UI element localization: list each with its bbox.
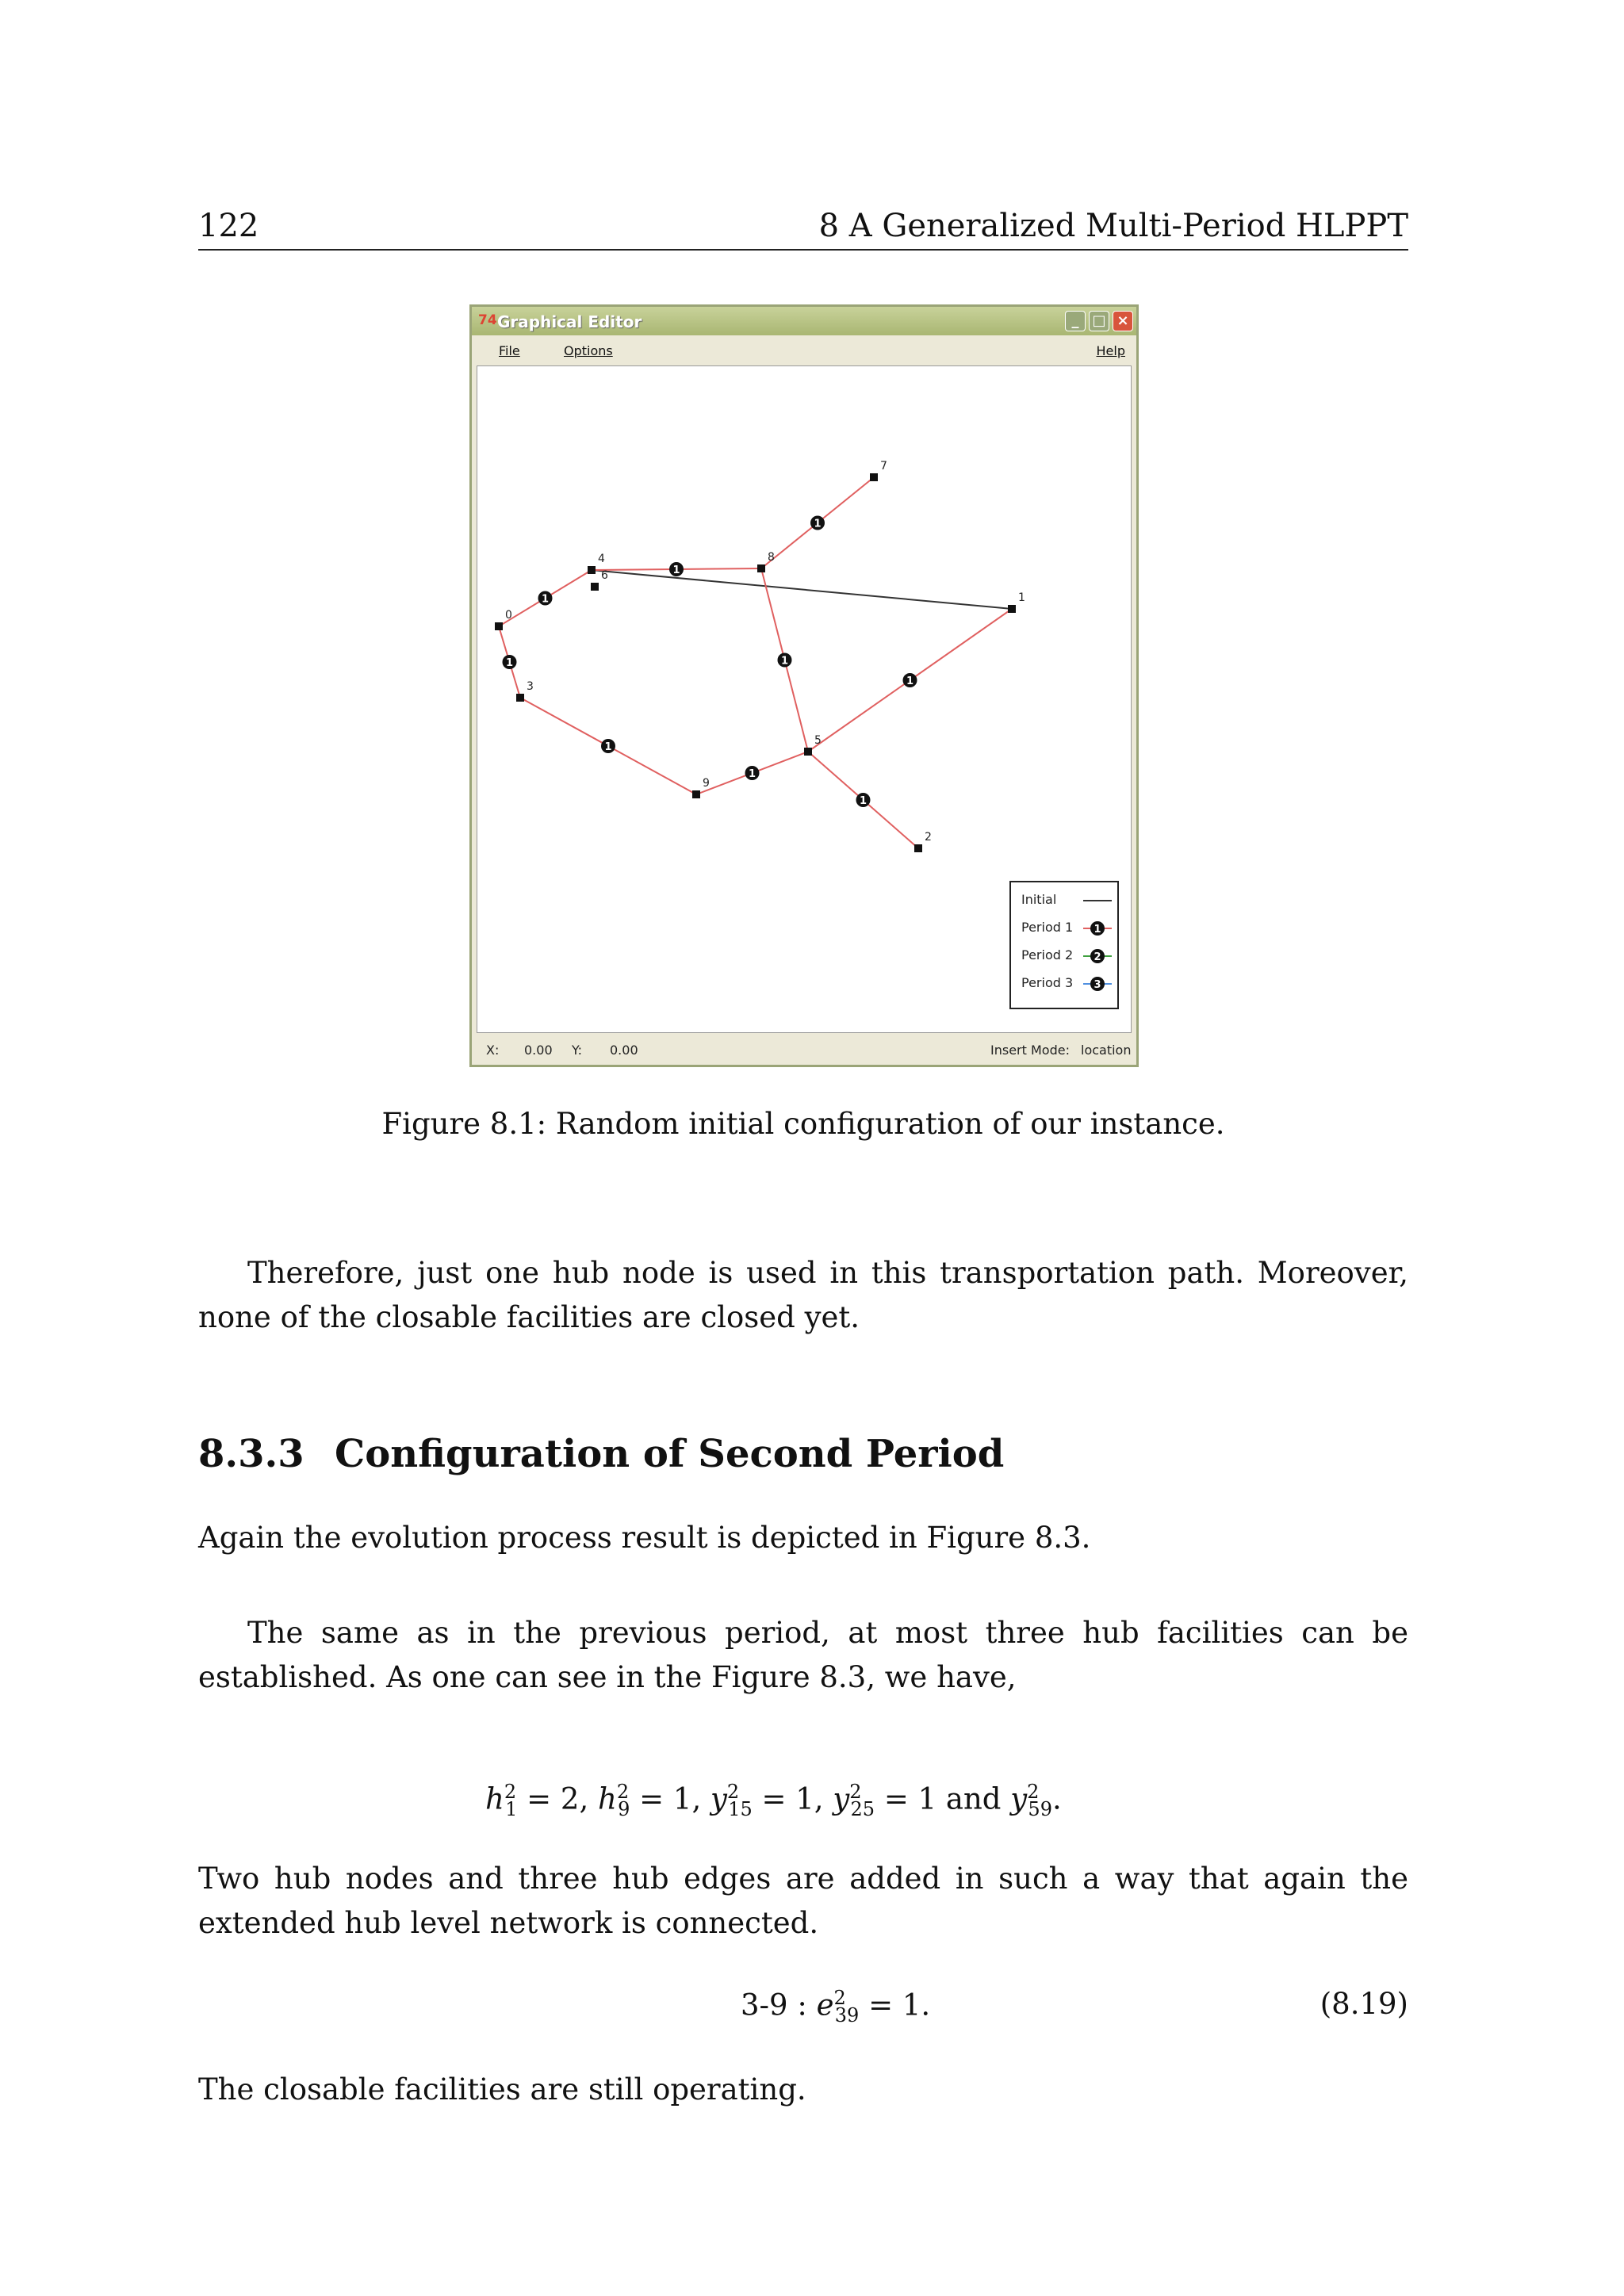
status-mode-label: Insert Mode: — [990, 1043, 1070, 1058]
maximize-icon: □ — [1092, 312, 1106, 329]
equation-hub-values: $h^2_1 = 2$, $h^2_9 = 1$, $y^2_{15} = 1$, $y^2_{25} = 1$ and $y^2_{59}$. — [485, 1781, 1062, 1820]
edge-marker-label: 1 — [505, 657, 514, 669]
node-label-1: 1 — [1018, 591, 1025, 604]
page-number: 122 — [198, 208, 259, 244]
section-title: Configuration of Second Period — [335, 1432, 1005, 1476]
edge-marker-label: 1 — [748, 768, 756, 780]
equation-8-19: 3-9 : $e^2_{39} = 1$. — [741, 1987, 931, 2026]
close-button[interactable] — [1113, 311, 1133, 331]
menu-help[interactable]: Help — [1096, 343, 1125, 358]
node-label-2: 2 — [925, 831, 932, 844]
edge-initial-4-1 — [592, 570, 1012, 609]
node-label-7: 7 — [880, 460, 887, 473]
legend-marker-label-2: 2 — [1094, 951, 1101, 963]
legend-label-3: Period 3 — [1021, 975, 1074, 990]
status-bar — [472, 1033, 1136, 1065]
legend-marker-label-3: 3 — [1094, 979, 1101, 991]
status-x-value: 0.00 — [524, 1043, 553, 1058]
paragraph-5: The closable facilities are still operating. — [198, 2072, 806, 2107]
paragraph-4: Two hub nodes and three hub edges are added in such a way that again the extended hub level network is connected. — [198, 1862, 1408, 1940]
edge-marker-label: 1 — [541, 593, 550, 606]
menu-bar — [472, 335, 1136, 365]
node-5[interactable] — [804, 748, 812, 756]
menu-file[interactable]: File — [499, 343, 520, 358]
figure-caption: Figure 8.1: Random initial configuration of our instance. — [381, 1107, 1225, 1141]
legend-marker-label-1: 1 — [1094, 924, 1101, 936]
close-icon: × — [1116, 312, 1129, 329]
node-4[interactable] — [588, 566, 596, 574]
node-8[interactable] — [757, 564, 765, 572]
paragraph-2: Again the evolution process result is depicted in Figure 8.3. — [198, 1521, 1091, 1555]
node-2[interactable] — [914, 844, 922, 852]
edge-marker-label: 1 — [780, 655, 789, 668]
window-title: Graphical Editor — [497, 312, 642, 331]
running-head: 8 A Generalized Multi-Period HLPPT — [818, 208, 1408, 244]
node-0[interactable] — [495, 622, 503, 630]
section-number: 8.3.3 — [198, 1432, 304, 1476]
node-1[interactable] — [1008, 605, 1016, 613]
graphical-editor-window — [469, 304, 1139, 1067]
status-y-label: Y: — [572, 1043, 583, 1058]
node-label-5: 5 — [814, 734, 822, 747]
paragraph-3: The same as in the previous period, at most three hub facilities can be established. As one can see in the Figure 8.3, we have, — [198, 1616, 1408, 1694]
network-graph — [477, 366, 1136, 1032]
paragraph-1: Therefore, just one hub node is used in this transportation path. Moreover, none of the closable facilities are closed yet. — [198, 1256, 1408, 1334]
menu-options[interactable]: Options — [564, 343, 613, 358]
edge-marker-label: 1 — [814, 518, 822, 530]
legend-label-1: Period 1 — [1021, 920, 1074, 935]
edge-marker-label: 1 — [672, 564, 680, 576]
node-7[interactable] — [870, 473, 878, 481]
maximize-button[interactable] — [1089, 311, 1109, 331]
graph-canvas[interactable] — [477, 365, 1132, 1033]
node-label-8: 8 — [768, 551, 775, 564]
legend-label-2: Period 2 — [1021, 947, 1074, 962]
node-label-3: 3 — [527, 680, 534, 693]
minimize-icon: _ — [1071, 312, 1079, 329]
node-label-4: 4 — [598, 553, 605, 565]
app-logo-icon: 74 — [478, 312, 497, 328]
page-header — [198, 203, 1408, 251]
equation-number: (8.19) — [1320, 1987, 1408, 2021]
edge-marker-label: 1 — [859, 795, 868, 807]
node-6[interactable] — [591, 583, 599, 591]
section-heading — [198, 1432, 1004, 1476]
node-9[interactable] — [692, 790, 700, 798]
node-label-9: 9 — [703, 777, 710, 790]
window-titlebar[interactable] — [472, 307, 1136, 336]
node-label-6: 6 — [601, 569, 608, 582]
status-mode-value: location — [1081, 1043, 1132, 1058]
minimize-button[interactable] — [1065, 311, 1086, 331]
status-x-label: X: — [486, 1043, 500, 1058]
status-y-value: 0.00 — [610, 1043, 638, 1058]
node-3[interactable] — [516, 694, 524, 702]
edge-marker-label: 1 — [906, 675, 914, 687]
node-label-0: 0 — [505, 609, 512, 622]
edge-marker-label: 1 — [604, 741, 612, 753]
legend-label-0: Initial — [1021, 892, 1057, 907]
